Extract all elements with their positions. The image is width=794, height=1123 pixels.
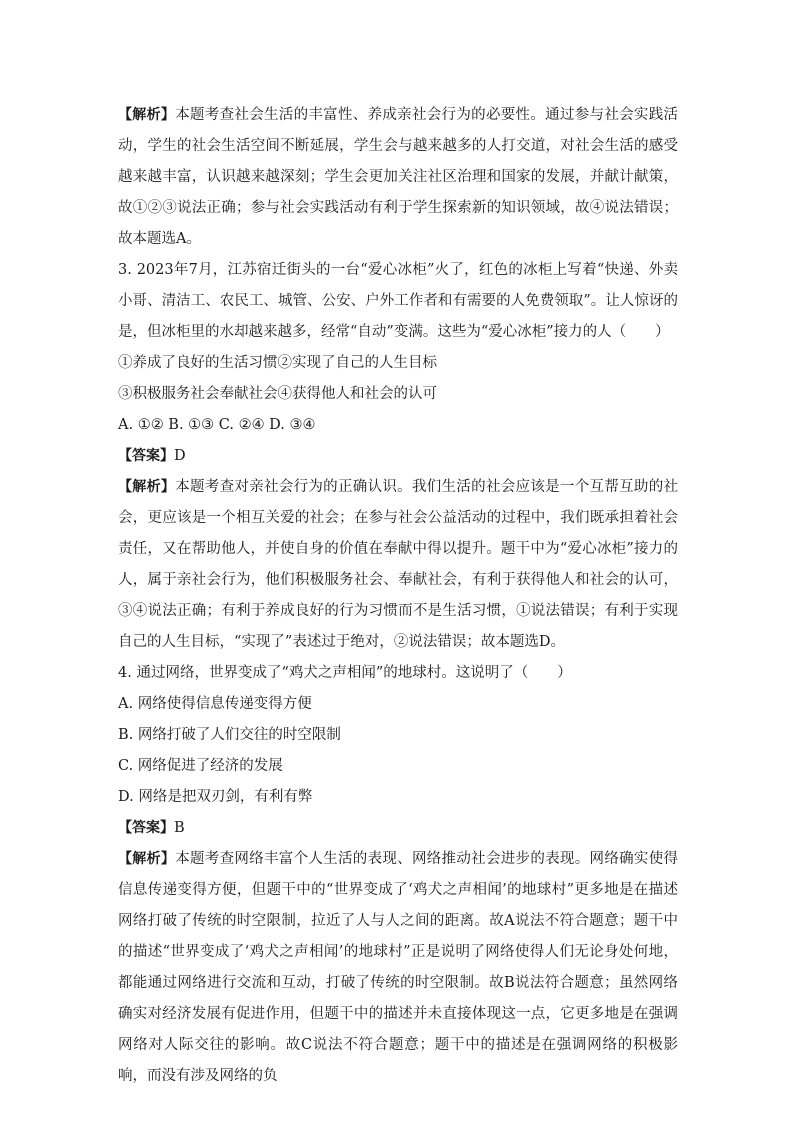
answer-paragraph-q3 <box>118 441 678 472</box>
analysis-paragraph-q3 <box>118 472 678 658</box>
analysis-tag: 【解析】 <box>118 851 176 867</box>
analysis-text: 本题考查对亲社会行为的正确认识。我们生活的社会应该是一个互帮互助的社会，更应该是一个相互关爱的社会；在参与社会公益活动的过程中，我们既承担着社会责任，又在帮助他人，并使自身的价值在奉献中得以提升。题干中为“爱心冰柜”接力的人，属于亲社会行为，他们积极服务社会、奉献社会，有利于获得他人和社会的认可，③④说法正确；有利于养成良好的行为习惯而不是生活习惯，①说法错误；有利于实现自己的人生目标，“实现了”表述过于绝对，②说法错误；故本题选D。 <box>118 479 679 650</box>
analysis-text: 本题考查社会生活的丰富性、养成亲社会行为的必要性。通过参与社会实践活动，学生的社会生活空间不断延展，学生会与越来越多的人打交道，对社会生活的感受越来越丰富，认识越来越深刻；学生会更加关注社区治理和国家的发展，并献计献策，故①②③说法正确；参与社会实践活动有利于学生探索新的知识领域，故④说法错误；故本题选A。 <box>118 107 679 247</box>
analysis-tag: 【解析】 <box>118 107 176 123</box>
analysis-paragraph-q4 <box>118 844 678 1092</box>
question-4-option-c: C. 网络促进了经济的发展 <box>118 758 283 774</box>
answer-value: D <box>174 448 186 464</box>
question-4-option-a: A. 网络使得信息传递变得方便 <box>118 696 312 712</box>
question-3-statement-2: ③积极服务社会奉献社会④获得他人和社会的认可 <box>118 386 437 402</box>
question-4-option-d: D. 网络是把双刃剑，有利有弊 <box>118 789 313 805</box>
answer-tag: 【答案】 <box>118 820 174 836</box>
analysis-tag: 【解析】 <box>118 479 176 495</box>
question-4-option-b: B. 网络打破了人们交往的时空限制 <box>118 727 341 743</box>
question-4-stem: 4. 通过网络，世界变成了“鸡犬之声相闻”的地球村。这说明了（ ） <box>118 665 572 681</box>
document-content <box>118 100 678 1092</box>
question-3-choices: A. ①② B. ①③ C. ②④ D. ③④ <box>118 417 316 433</box>
analysis-paragraph-q2 <box>118 100 678 255</box>
analysis-text: 本题考查网络丰富个人生活的表现、网络推动社会进步的表现。网络确实使得信息传递变得方便，但题干中的“世界变成了‘鸡犬之声相闻’的地球村”更多地是在描述网络打破了传统的时空限制，拉近了人与人之间的距离。故A说法不符合题意；题干中的描述“世界变成了‘鸡犬之声相闻’的地球村”正是说明了网络使得人们无论身处何地，都能通过网络进行交流和互动，打破了传统的时空限制。故B说法符合题意；虽然网络确实对经济发展有促进作用，但题干中的描述并未直接体现这一点，它更多地是在强调网络对人际交往的影响。故C说法不符合题意；题干中的描述是在强调网络的积极影响，而没有涉及网络的负 <box>118 851 679 1084</box>
question-3-statement-1: ①养成了良好的生活习惯②实现了自己的人生目标 <box>118 355 437 371</box>
answer-value: B <box>174 820 185 836</box>
answer-tag: 【答案】 <box>118 448 174 464</box>
answer-paragraph-q4 <box>118 813 678 844</box>
question-3-stem: 3. 2023年7月，江苏宿迁街头的一台“爱心冰柜”火了，红色的冰柜上写着“快递、外卖小哥、清洁工、农民工、城管、公安、户外工作者和有需要的人免费领取”。让人惊讶的是，但冰柜里的水却越来越多，经常“自动”变满。这些为“爱心冰柜”接力的人（ ） <box>118 262 678 340</box>
